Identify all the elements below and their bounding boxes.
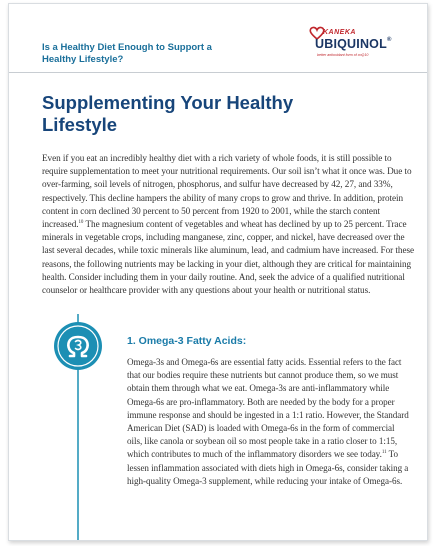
- kaneka-ubiquinol-logo: [309, 26, 409, 70]
- document-page: [8, 3, 428, 541]
- section-body-omega-3: [127, 356, 409, 488]
- logo-ubiquinol-word: UBIQUINOL: [315, 37, 387, 51]
- intro-reference: 10: [78, 219, 84, 225]
- header-tagline: Is a Healthy Diet Enough to Support a Healthy Lifestyle?: [42, 42, 212, 65]
- logo-kaneka-text: KANEKA: [323, 29, 356, 36]
- section-title-omega-3: 1. Omega-3 Fatty Acids:: [127, 335, 247, 347]
- logo-trademark: ®: [386, 37, 392, 43]
- section-reference: 11: [381, 450, 387, 456]
- omega-3-icon: [53, 314, 103, 541]
- intro-text-1: Even if you eat an incredibly healthy diet with a rich variety of whole foods, it is still possible to require supplementation to meet your nutritional requirements. Our soil isn’t what it once was. Due to over-farming, soil levels of nitrogen, phosphorus, and sulfur have decreased by 42, 27, and 33%, respectively. This decline hampers the ability of many crops to grow and thrive. In addition, protein content in corn declined 30 percent to 50 percent from 1920 to 2001, while the starch content increased.: [42, 153, 412, 230]
- page-title: Supplementing Your Healthy Lifestyle: [42, 92, 294, 135]
- intro-paragraph: [42, 152, 417, 297]
- section-text-1: Omega-3s and Omega-6s are essential fatty acids. Essential refers to the fact that our bodies require these nutrients but cannot produce them, so we must obtain them through what we eat. Omega-3s are anti-inflammatory while Omega-6s are pro-inflammatory. Both are needed by the body for a proper immune response and should be ingested in a 1:1 ratio. However, the Standard American Diet (SAD) is loaded with Omega-6s in the form of commercial oils, like canola or soybean oil so most people take in a ratio closer to 1:15, which contributes to much of the inflammatory disorders we see today.: [127, 357, 409, 460]
- page-header: [9, 4, 427, 73]
- intro-text-2: The magnesium content of vegetables and wheat has declined by up to 25 percent. Trace minerals in vegetable crops, including manganese, zinc, copper, and nickel, have decreased over the last several decades, while toxic minerals like aluminum, lead, and cadmium have increased. For these reasons, the following nutrients may be lacking in your diet, although they are critical for maintaining health. Consider including them in your daily routine. And, seek the advice of a qualified nutritional counselor or healthcare provider with any questions about your health or nutritional status.: [42, 219, 415, 296]
- section-text-2: To lessen inflammation associated with diets high in Omega-6s, consider taking a high-quality Omega-3 supplement, while reducing your intake of Omega-6s.: [127, 449, 409, 486]
- logo-ubiquinol-text: [315, 37, 392, 51]
- logo-subtitle: better antioxidant form of coQ10: [317, 53, 369, 57]
